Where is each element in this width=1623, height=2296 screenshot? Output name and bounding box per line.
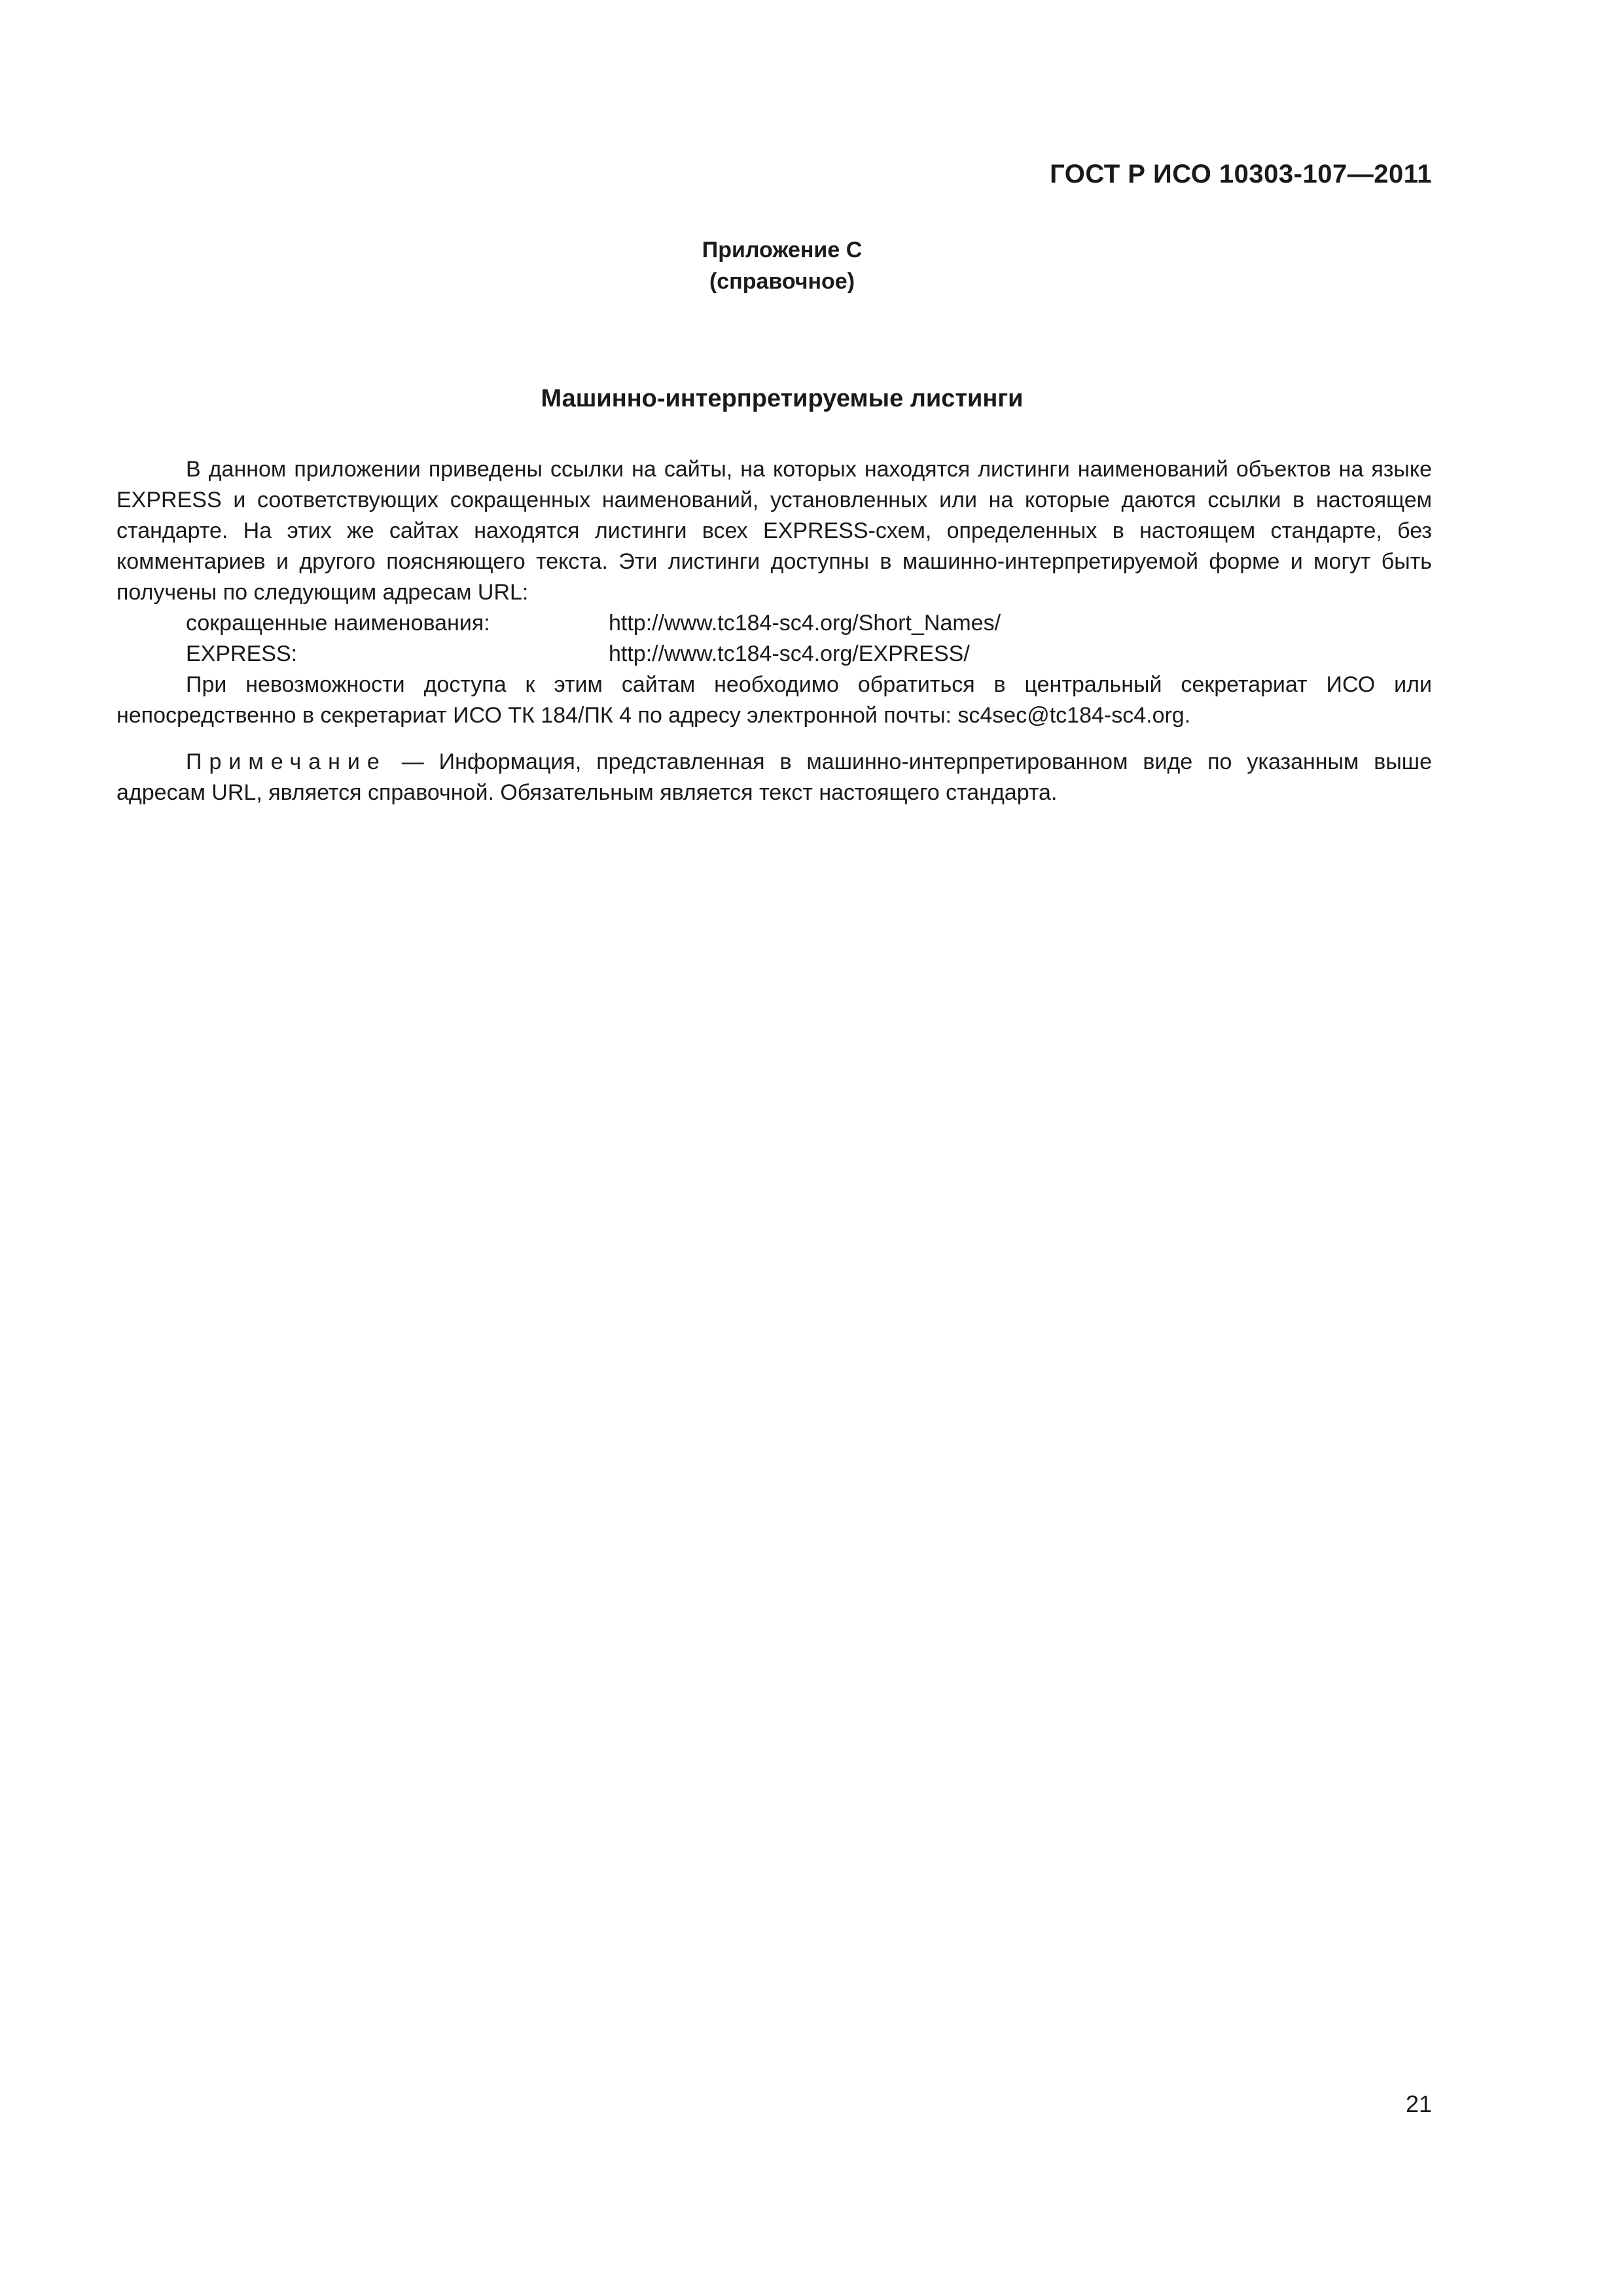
url-row-short-names <box>116 608 1432 639</box>
page-number: 21 <box>1405 2090 1432 2117</box>
url-link[interactable]: http://www.tc184-sc4.org/EXPRESS/ <box>609 641 970 666</box>
intro-paragraph: В данном приложении приведены ссылки на сайты, на которых находятся листинги наименований объектов на языке EXPRESS и соответствующих сокращенных наименований, установленных или на которые даются ссылки в настоящем стандарте. На этих же сайтах находятся листинги всех EXPRESS-схем, определенных в настоящем стандарте, без комментариев и другого поясняющего текста. Эти листинги доступны в машинно-интерпретируемой форме и могут быть получены по следующим адресам URL: <box>116 457 1432 605</box>
annex-type: (справочное) <box>709 269 855 294</box>
contact-paragraph: При невозможности доступа к этим сайтам необходимо обратиться в центральный секретариат ИСО или непосредственно в секретариат ИСО ТК 184/ПК 4 по адресу электронной почты: sc4sec@tc184-sc4.org. <box>116 672 1432 728</box>
url-link[interactable]: http://www.tc184-sc4.org/Short_Names/ <box>609 611 1001 636</box>
document-id: ГОСТ Р ИСО 10303-107—2011 <box>1050 160 1432 188</box>
url-label: сокращенные наименования: <box>186 611 490 636</box>
url-label: EXPRESS: <box>186 641 298 666</box>
annex-title: Приложение С <box>702 238 863 262</box>
note-text: — Информация, представленная в машинно-интерпретированном виде по указанным выше адресам URL, является справочной. Обязательным является текст настоящего стандарта. <box>116 749 1432 805</box>
annex-heading <box>0 234 1564 297</box>
note-label: Примечание <box>186 749 387 774</box>
note-paragraph <box>116 747 1432 808</box>
url-row-express <box>116 639 1432 670</box>
section-title: Машинно-интерпретируемые листинги <box>541 385 1024 412</box>
body-text <box>116 454 1432 808</box>
